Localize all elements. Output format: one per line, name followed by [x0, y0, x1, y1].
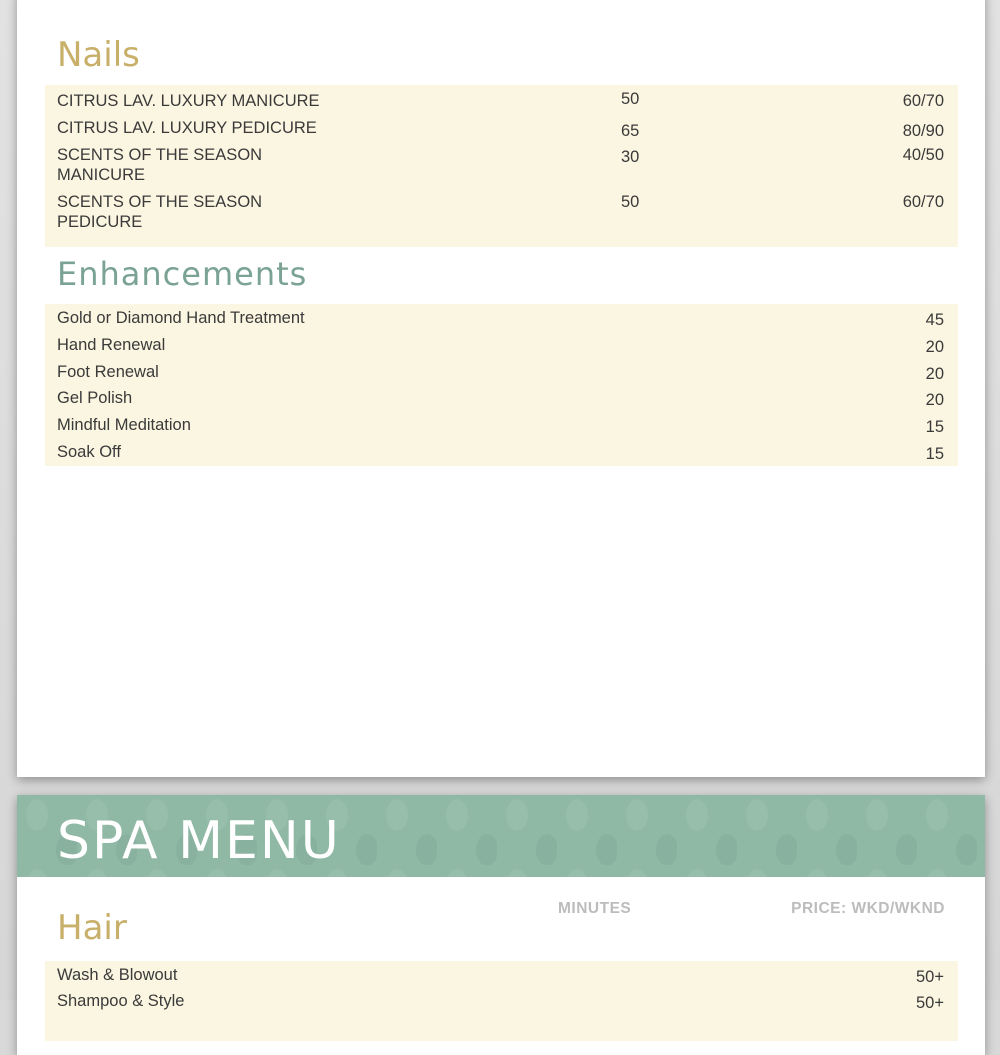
service-name: Hand Renewal — [57, 336, 166, 354]
table-row — [45, 442, 958, 466]
service-name: CITRUS LAV. LUXURY MANICURE — [57, 92, 320, 110]
table-row — [45, 415, 958, 439]
banner-title: SPA MENU — [57, 811, 341, 871]
service-name: Gel Polish — [57, 389, 133, 407]
table-row — [45, 965, 958, 989]
service-price: 20 — [925, 391, 944, 409]
service-name-line2: PEDICURE — [57, 213, 143, 231]
service-minutes: 30 — [621, 148, 640, 166]
service-name-line1: SCENTS OF THE SEASON — [57, 146, 263, 164]
table-row — [45, 388, 958, 412]
table-row — [45, 991, 958, 1015]
service-minutes: 50 — [621, 90, 640, 108]
service-price: 20 — [925, 365, 944, 383]
table-row — [45, 362, 958, 386]
section-title-hair: Hair — [57, 908, 127, 948]
service-name-line2: MANICURE — [57, 166, 146, 184]
service-name: Soak Off — [57, 443, 121, 461]
nails-table — [45, 85, 958, 247]
service-name — [57, 192, 262, 232]
service-name: Wash & Blowout — [57, 966, 178, 984]
section-title-nails: Nails — [57, 35, 140, 75]
service-minutes: 65 — [621, 122, 640, 140]
service-price: 20 — [925, 338, 944, 356]
service-name — [57, 145, 262, 185]
table-row — [45, 145, 958, 189]
service-price: 80/90 — [902, 122, 944, 140]
service-price: 60/70 — [902, 92, 944, 110]
service-name: CITRUS LAV. LUXURY PEDICURE — [57, 119, 317, 137]
service-price: 60/70 — [902, 193, 944, 211]
table-row — [45, 335, 958, 359]
service-minutes: 50 — [621, 193, 640, 211]
service-price: 45 — [925, 311, 944, 329]
spa-menu-banner — [17, 795, 985, 877]
service-price: 15 — [925, 445, 944, 463]
table-row — [45, 91, 958, 115]
column-header-price: PRICE: WKD/WKND — [791, 900, 945, 917]
menu-page-1 — [17, 0, 985, 777]
section-title-enhancements: Enhancements — [57, 255, 308, 293]
service-name: Foot Renewal — [57, 363, 159, 381]
table-row — [45, 308, 958, 332]
service-price: 50+ — [916, 994, 944, 1012]
table-row — [45, 118, 958, 142]
service-name-line1: SCENTS OF THE SEASON — [57, 193, 263, 211]
service-price: 50+ — [916, 968, 944, 986]
service-name: Shampoo & Style — [57, 992, 185, 1010]
service-price: 40/50 — [902, 146, 944, 164]
service-name: Mindful Meditation — [57, 416, 191, 434]
table-row — [45, 192, 958, 236]
enhancements-table — [45, 304, 958, 466]
hair-table — [45, 961, 958, 1041]
service-name: Gold or Diamond Hand Treatment — [57, 309, 305, 327]
menu-page-2 — [17, 795, 985, 1055]
service-price: 15 — [925, 418, 944, 436]
column-header-minutes: MINUTES — [558, 900, 632, 917]
